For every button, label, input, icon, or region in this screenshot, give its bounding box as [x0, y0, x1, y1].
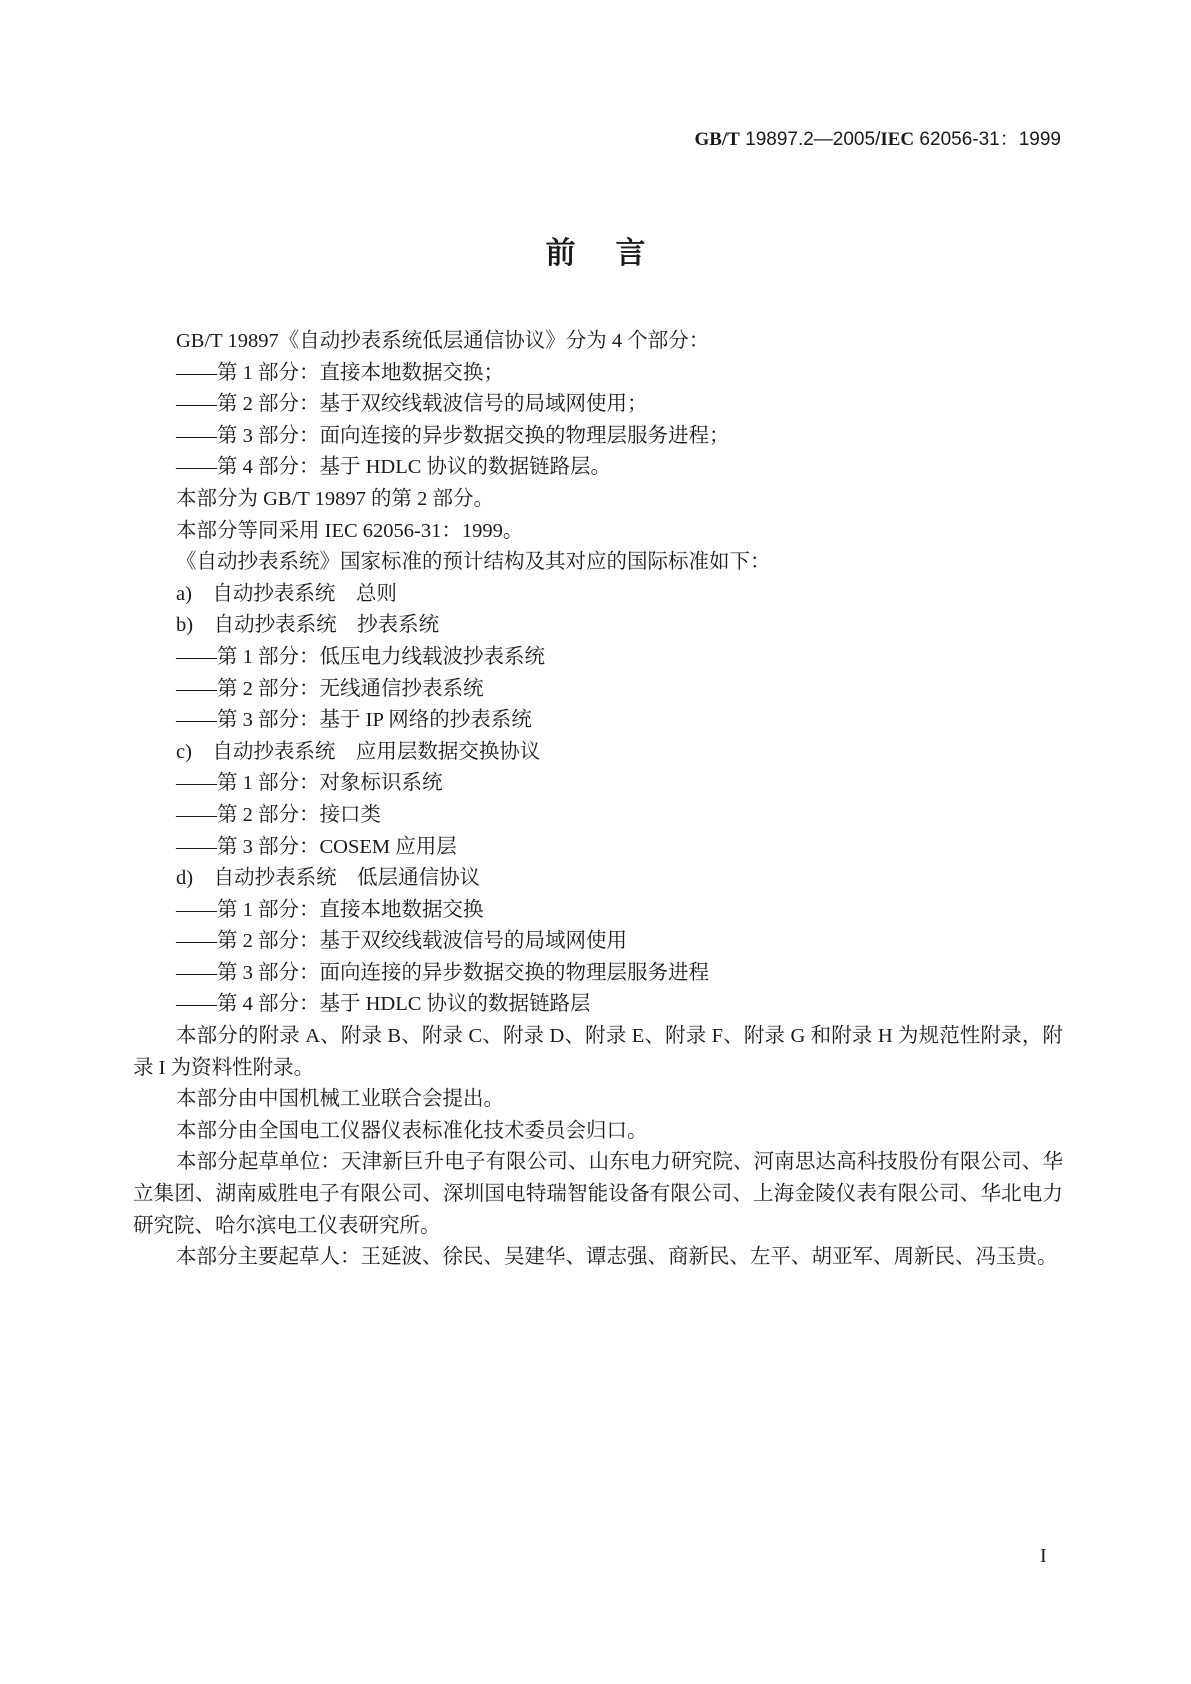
paragraph: b) 自动抄表系统 抄表系统	[176, 614, 440, 637]
paragraph: ——第 3 部分：COSEM 应用层	[176, 835, 457, 858]
code-part: IEC	[880, 129, 915, 150]
paragraph: ——第 3 部分：基于 IP 网络的抄表系统	[176, 709, 532, 732]
paragraph: ——第 2 部分：接口类	[176, 803, 381, 826]
code-part: 19897.2—2005/	[739, 129, 881, 150]
paragraph: ——第 1 部分：直接本地数据交换；	[176, 361, 504, 384]
paragraph: 本部分为 GB/T 19897 的第 2 部分。	[176, 487, 494, 510]
paragraph: ——第 4 部分：基于 HDLC 协议的数据链路层	[176, 993, 591, 1016]
paragraph: 本部分主要起草人：王延波、徐民、吴建华、谭志强、商新民、左平、胡亚军、周新民、冯玉贵。	[176, 1246, 1058, 1269]
paragraph: 《自动抄表系统》国家标准的预计结构及其对应的国际标准如下：	[176, 551, 771, 574]
paragraph: 本部分起草单位：天津新巨升电子有限公司、山东电力研究院、河南思达高科技股份有限公司、华立集团、湖南威胜电子有限公司、深圳国电特瑞智能设备有限公司、上海金陵仪表有限公司、华北电力研究院、哈尔滨电工仪表研究所。	[133, 1151, 1063, 1237]
page-title: 前言	[545, 236, 686, 271]
paragraph: 本部分的附录 A、附录 B、附录 C、附录 D、附录 E、附录 F、附录 G 和附录 H 为规范性附录，附录 I 为资料性附录。	[133, 1025, 1063, 1079]
page-number: I	[1040, 1545, 1047, 1567]
document-code-header	[694, 124, 1061, 151]
paragraph: a) 自动抄表系统 总则	[176, 582, 397, 605]
paragraph: ——第 4 部分：基于 HDLC 协议的数据链路层。	[176, 456, 612, 479]
paragraph: ——第 1 部分：直接本地数据交换	[176, 898, 484, 921]
paragraph: d) 自动抄表系统 低层通信协议	[176, 867, 481, 890]
paragraph: GB/T 19897《自动抄表系统低层通信协议》分为 4 个部分：	[176, 330, 710, 352]
paragraph: ——第 1 部分：对象标识系统	[176, 772, 443, 795]
paragraph: c) 自动抄表系统 应用层数据交换协议	[176, 740, 541, 763]
paragraph: ——第 2 部分：基于双绞线载波信号的局域网使用；	[176, 393, 648, 416]
paragraph: ——第 1 部分：低压电力线载波抄表系统	[176, 645, 545, 668]
paragraph: ——第 3 部分：面向连接的异步数据交换的物理层服务进程；	[176, 424, 730, 447]
paragraph: 本部分由全国电工仪器仪表标准化技术委员会归口。	[176, 1119, 648, 1142]
paragraph: ——第 2 部分：无线通信抄表系统	[176, 677, 484, 700]
foreword-body	[133, 326, 1063, 1274]
code-part: GB/T	[694, 129, 740, 150]
paragraph: 本部分由中国机械工业联合会提出。	[176, 1088, 504, 1111]
paragraph: 本部分等同采用 IEC 62056-31：1999。	[176, 519, 524, 542]
paragraph: ——第 2 部分：基于双绞线载波信号的局域网使用	[176, 930, 627, 953]
paragraph: ——第 3 部分：面向连接的异步数据交换的物理层服务进程	[176, 961, 709, 984]
code-part: 62056-31：1999	[914, 129, 1061, 150]
